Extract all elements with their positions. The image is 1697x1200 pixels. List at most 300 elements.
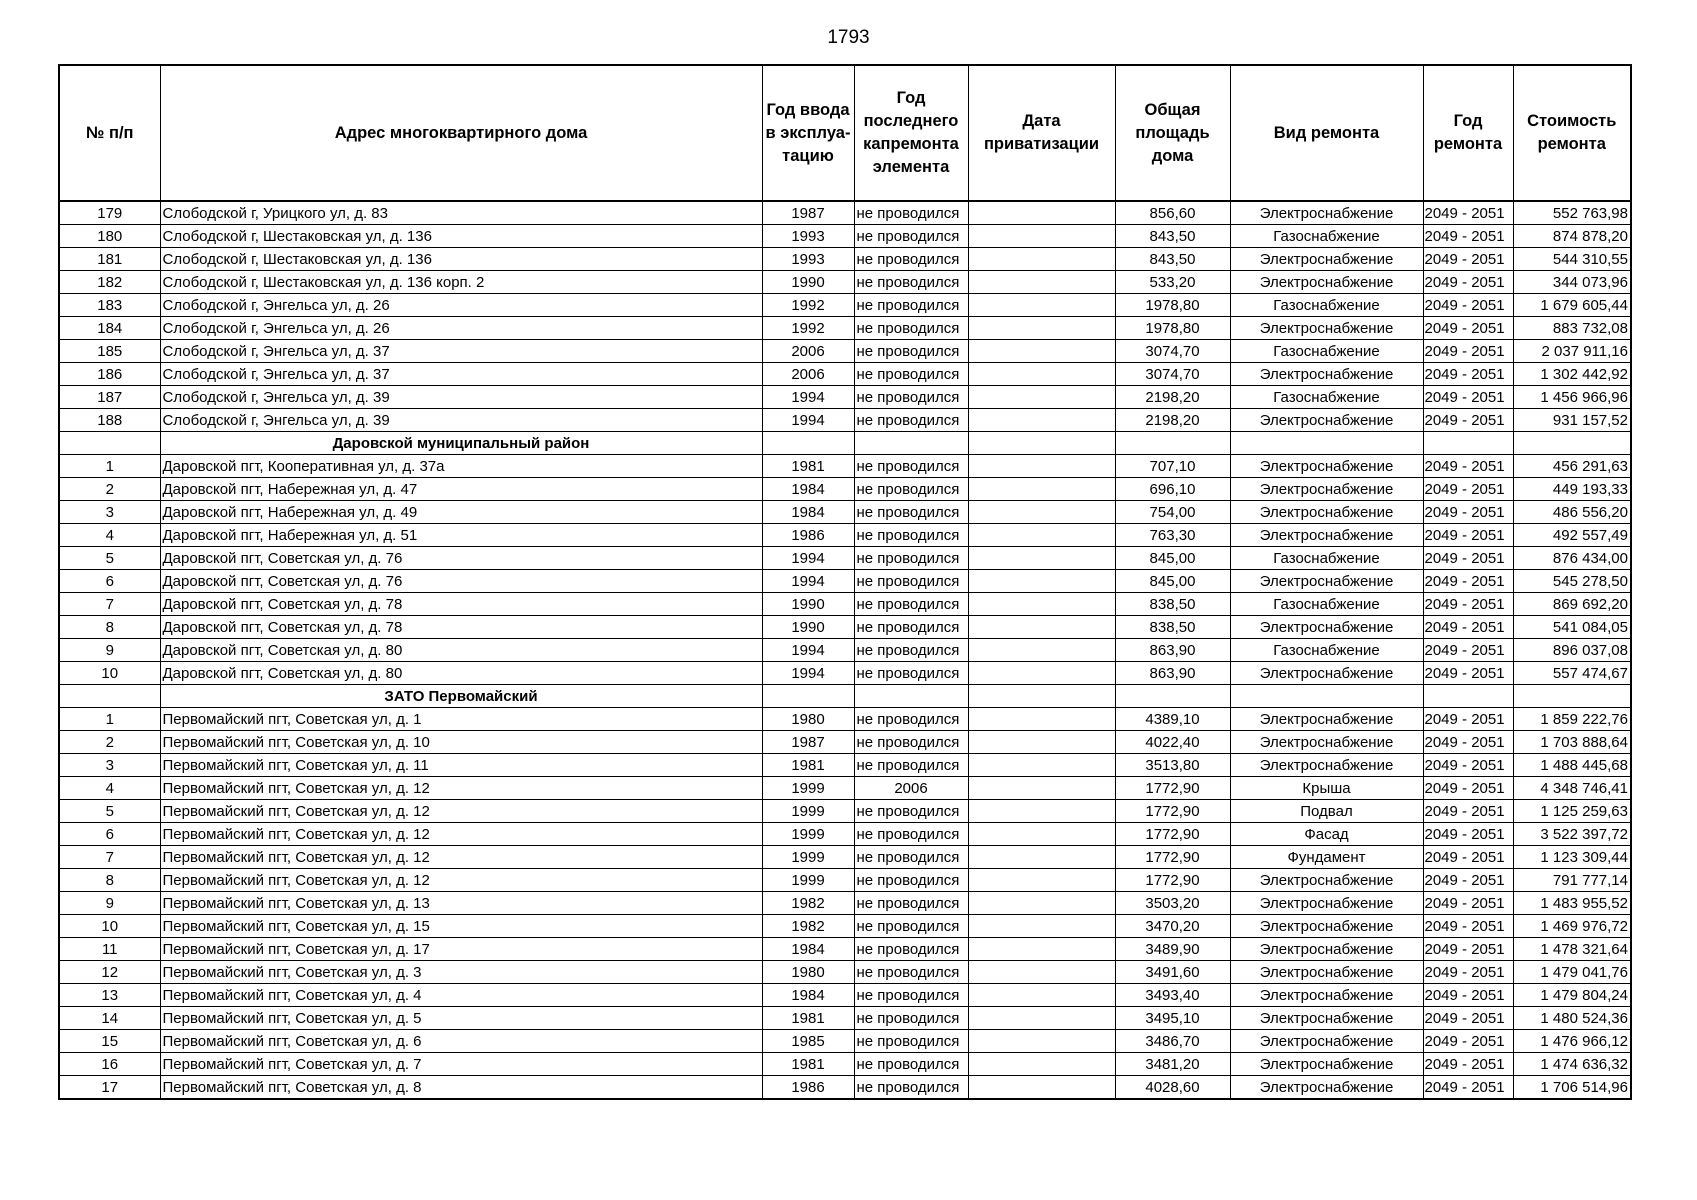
header-num: № п/п	[59, 65, 160, 201]
cell-address: Первомайский пгт, Советская ул, д. 8	[160, 1076, 762, 1100]
cell-privatization	[968, 685, 1115, 708]
cell-address: Даровской пгт, Советская ул, д. 76	[160, 547, 762, 570]
cell-repair-year: 2049 - 2051	[1423, 225, 1513, 248]
cell-num: 4	[59, 524, 160, 547]
cell-cost: 1 679 605,44	[1513, 294, 1631, 317]
cell-address: Первомайский пгт, Советская ул, д. 6	[160, 1030, 762, 1053]
cell-address: Слободской г, Энгельса ул, д. 26	[160, 294, 762, 317]
cell-repair-year: 2049 - 2051	[1423, 478, 1513, 501]
cell-privatization	[968, 248, 1115, 271]
table-row	[59, 363, 1631, 386]
cell-repair-type: Электроснабжение	[1230, 731, 1423, 754]
cell-num: 5	[59, 800, 160, 823]
cell-year: 2006	[762, 340, 854, 363]
cell-cost: 1 859 222,76	[1513, 708, 1631, 731]
header-address: Адрес многоквартирного дома	[160, 65, 762, 201]
cell-num: 3	[59, 501, 160, 524]
table-row	[59, 524, 1631, 547]
cell-year: 1994	[762, 386, 854, 409]
cell-cost: 1 703 888,64	[1513, 731, 1631, 754]
cell-address: Слободской г, Шестаковская ул, д. 136	[160, 248, 762, 271]
cell-repair-type: Электроснабжение	[1230, 271, 1423, 294]
cell-num: 10	[59, 662, 160, 685]
cell-repair-type: Газоснабжение	[1230, 547, 1423, 570]
cell-num: 6	[59, 823, 160, 846]
cell-last-repair: не проводился	[854, 340, 968, 363]
cell-last-repair: не проводился	[854, 800, 968, 823]
cell-privatization	[968, 317, 1115, 340]
cell-repair-type	[1230, 685, 1423, 708]
table-row	[59, 1007, 1631, 1030]
cell-last-repair: не проводился	[854, 455, 968, 478]
cell-num: 183	[59, 294, 160, 317]
cell-area: 863,90	[1115, 639, 1230, 662]
cell-address: Даровской пгт, Набережная ул, д. 51	[160, 524, 762, 547]
cell-area: 3513,80	[1115, 754, 1230, 777]
cell-repair-type: Электроснабжение	[1230, 984, 1423, 1007]
cell-area: 2198,20	[1115, 409, 1230, 432]
cell-repair-year: 2049 - 2051	[1423, 501, 1513, 524]
cell-area: 1978,80	[1115, 294, 1230, 317]
cell-last-repair: не проводился	[854, 708, 968, 731]
cell-repair-type: Электроснабжение	[1230, 1053, 1423, 1076]
cell-address: Первомайский пгт, Советская ул, д. 10	[160, 731, 762, 754]
cell-area: 3503,20	[1115, 892, 1230, 915]
cell-last-repair: не проводился	[854, 731, 968, 754]
cell-num: 13	[59, 984, 160, 1007]
cell-area: 3493,40	[1115, 984, 1230, 1007]
cell-address: Слободской г, Энгельса ул, д. 39	[160, 386, 762, 409]
table-row	[59, 1053, 1631, 1076]
cell-privatization	[968, 823, 1115, 846]
cell-num: 17	[59, 1076, 160, 1100]
cell-address: Первомайский пгт, Советская ул, д. 7	[160, 1053, 762, 1076]
cell-repair-year: 2049 - 2051	[1423, 317, 1513, 340]
cell-address: Первомайский пгт, Советская ул, д. 3	[160, 961, 762, 984]
cell-repair-year: 2049 - 2051	[1423, 616, 1513, 639]
cell-num: 7	[59, 846, 160, 869]
cell-year: 1984	[762, 478, 854, 501]
cell-repair-type: Электроснабжение	[1230, 938, 1423, 961]
cell-repair-type: Электроснабжение	[1230, 317, 1423, 340]
cell-area: 3481,20	[1115, 1053, 1230, 1076]
cell-num: 3	[59, 754, 160, 777]
cell-address: Первомайский пгт, Советская ул, д. 13	[160, 892, 762, 915]
cell-area: 696,10	[1115, 478, 1230, 501]
cell-repair-year: 2049 - 2051	[1423, 961, 1513, 984]
cell-address: Даровской пгт, Набережная ул, д. 47	[160, 478, 762, 501]
cell-address: Первомайский пгт, Советская ул, д. 11	[160, 754, 762, 777]
cell-area: 856,60	[1115, 201, 1230, 225]
cell-year: 1994	[762, 662, 854, 685]
header-last-repair: Год последнего капремонта элемента	[854, 65, 968, 201]
cell-privatization	[968, 777, 1115, 800]
cell-repair-type: Электроснабжение	[1230, 616, 1423, 639]
cell-privatization	[968, 961, 1115, 984]
cell-cost: 456 291,63	[1513, 455, 1631, 478]
cell-address: Даровской пгт, Советская ул, д. 80	[160, 639, 762, 662]
header-area: Общая площадь дома	[1115, 65, 1230, 201]
cell-privatization	[968, 455, 1115, 478]
cell-privatization	[968, 938, 1115, 961]
table-row	[59, 892, 1631, 915]
cell-year: 1993	[762, 225, 854, 248]
cell-privatization	[968, 892, 1115, 915]
cell-cost: 544 310,55	[1513, 248, 1631, 271]
cell-area: 845,00	[1115, 547, 1230, 570]
cell-year: 1994	[762, 639, 854, 662]
cell-year: 2006	[762, 363, 854, 386]
header-privatization: Дата приватизации	[968, 65, 1115, 201]
cell-privatization	[968, 478, 1115, 501]
cell-address: Слободской г, Шестаковская ул, д. 136 корп. 2	[160, 271, 762, 294]
cell-address: Даровской пгт, Советская ул, д. 76	[160, 570, 762, 593]
cell-year: 1999	[762, 800, 854, 823]
cell-cost	[1513, 432, 1631, 455]
cell-year: 1986	[762, 524, 854, 547]
cell-year: 1982	[762, 915, 854, 938]
cell-cost: 1 479 041,76	[1513, 961, 1631, 984]
cell-year: 1994	[762, 570, 854, 593]
cell-last-repair: не проводился	[854, 662, 968, 685]
cell-repair-year	[1423, 432, 1513, 455]
table-header-row	[59, 65, 1631, 201]
table-body	[59, 201, 1631, 1099]
cell-address: Первомайский пгт, Советская ул, д. 12	[160, 823, 762, 846]
cell-area: 4028,60	[1115, 1076, 1230, 1100]
cell-repair-year: 2049 - 2051	[1423, 1007, 1513, 1030]
cell-area: 838,50	[1115, 616, 1230, 639]
cell-repair-type: Электроснабжение	[1230, 201, 1423, 225]
cell-privatization	[968, 915, 1115, 938]
cell-year: 1987	[762, 731, 854, 754]
table-row	[59, 547, 1631, 570]
table-row	[59, 478, 1631, 501]
cell-last-repair: не проводился	[854, 225, 968, 248]
cell-privatization	[968, 846, 1115, 869]
cell-cost: 492 557,49	[1513, 524, 1631, 547]
cell-num: 187	[59, 386, 160, 409]
table-row	[59, 317, 1631, 340]
cell-privatization	[968, 340, 1115, 363]
cell-repair-year: 2049 - 2051	[1423, 938, 1513, 961]
cell-privatization	[968, 1030, 1115, 1053]
cell-privatization	[968, 294, 1115, 317]
cell-num: 8	[59, 869, 160, 892]
cell-address: Слободской г, Энгельса ул, д. 37	[160, 340, 762, 363]
cell-area: 1978,80	[1115, 317, 1230, 340]
cell-year: 1992	[762, 294, 854, 317]
table-row	[59, 938, 1631, 961]
cell-repair-year: 2049 - 2051	[1423, 708, 1513, 731]
cell-repair-type: Электроснабжение	[1230, 869, 1423, 892]
cell-repair-year: 2049 - 2051	[1423, 363, 1513, 386]
cell-repair-type: Электроснабжение	[1230, 478, 1423, 501]
cell-year: 1982	[762, 892, 854, 915]
cell-privatization	[968, 984, 1115, 1007]
cell-privatization	[968, 409, 1115, 432]
cell-cost: 557 474,67	[1513, 662, 1631, 685]
cell-address: Даровской пгт, Советская ул, д. 78	[160, 616, 762, 639]
table-row	[59, 823, 1631, 846]
cell-area: 863,90	[1115, 662, 1230, 685]
cell-repair-year: 2049 - 2051	[1423, 846, 1513, 869]
header-year-built: Год ввода в эксплуа-тацию	[762, 65, 854, 201]
cell-area: 1772,90	[1115, 869, 1230, 892]
cell-cost: 869 692,20	[1513, 593, 1631, 616]
cell-year: 1999	[762, 869, 854, 892]
cell-cost: 3 522 397,72	[1513, 823, 1631, 846]
section-row	[59, 685, 1631, 708]
table-row	[59, 846, 1631, 869]
cell-last-repair: не проводился	[854, 869, 968, 892]
cell-cost: 1 706 514,96	[1513, 1076, 1631, 1100]
cell-repair-year: 2049 - 2051	[1423, 639, 1513, 662]
cell-privatization	[968, 1076, 1115, 1100]
cell-num: 188	[59, 409, 160, 432]
cell-privatization	[968, 201, 1115, 225]
cell-last-repair: не проводился	[854, 547, 968, 570]
cell-cost: 541 084,05	[1513, 616, 1631, 639]
cell-area: 3074,70	[1115, 363, 1230, 386]
cell-cost: 1 476 966,12	[1513, 1030, 1631, 1053]
cell-num: 16	[59, 1053, 160, 1076]
cell-last-repair: не проводился	[854, 524, 968, 547]
cell-year: 1987	[762, 201, 854, 225]
cell-year: 1990	[762, 593, 854, 616]
cell-num	[59, 685, 160, 708]
cell-area: 843,50	[1115, 225, 1230, 248]
cell-area: 4389,10	[1115, 708, 1230, 731]
cell-repair-year: 2049 - 2051	[1423, 409, 1513, 432]
cell-num: 1	[59, 455, 160, 478]
cell-repair-year: 2049 - 2051	[1423, 386, 1513, 409]
cell-cost: 931 157,52	[1513, 409, 1631, 432]
table-row	[59, 201, 1631, 225]
cell-num: 184	[59, 317, 160, 340]
cell-cost: 1 474 636,32	[1513, 1053, 1631, 1076]
cell-privatization	[968, 754, 1115, 777]
cell-privatization	[968, 547, 1115, 570]
table-row	[59, 754, 1631, 777]
cell-repair-type: Газоснабжение	[1230, 386, 1423, 409]
cell-cost: 1 488 445,68	[1513, 754, 1631, 777]
cell-address: Первомайский пгт, Советская ул, д. 5	[160, 1007, 762, 1030]
cell-area	[1115, 685, 1230, 708]
cell-year: 1990	[762, 271, 854, 294]
cell-repair-year: 2049 - 2051	[1423, 869, 1513, 892]
cell-repair-year: 2049 - 2051	[1423, 892, 1513, 915]
cell-repair-year: 2049 - 2051	[1423, 1030, 1513, 1053]
cell-repair-year: 2049 - 2051	[1423, 662, 1513, 685]
cell-privatization	[968, 225, 1115, 248]
cell-repair-type: Фасад	[1230, 823, 1423, 846]
cell-cost: 545 278,50	[1513, 570, 1631, 593]
cell-num: 181	[59, 248, 160, 271]
cell-area: 1772,90	[1115, 823, 1230, 846]
cell-num: 10	[59, 915, 160, 938]
cell-num: 4	[59, 777, 160, 800]
cell-privatization	[968, 869, 1115, 892]
cell-privatization	[968, 524, 1115, 547]
cell-repair-type: Электроснабжение	[1230, 915, 1423, 938]
cell-area: 3489,90	[1115, 938, 1230, 961]
cell-num: 11	[59, 938, 160, 961]
cell-privatization	[968, 1007, 1115, 1030]
cell-cost: 1 125 259,63	[1513, 800, 1631, 823]
cell-repair-year: 2049 - 2051	[1423, 1053, 1513, 1076]
cell-repair-year: 2049 - 2051	[1423, 800, 1513, 823]
cell-cost: 1 478 321,64	[1513, 938, 1631, 961]
cell-cost: 344 073,96	[1513, 271, 1631, 294]
cell-last-repair: не проводился	[854, 1007, 968, 1030]
table-row	[59, 570, 1631, 593]
cell-repair-year	[1423, 685, 1513, 708]
section-title: ЗАТО Первомайский	[160, 685, 762, 708]
cell-area: 3491,60	[1115, 961, 1230, 984]
cell-privatization	[968, 386, 1115, 409]
cell-year: 1980	[762, 961, 854, 984]
table-row	[59, 271, 1631, 294]
cell-year: 1984	[762, 501, 854, 524]
cell-privatization	[968, 708, 1115, 731]
cell-last-repair: не проводился	[854, 892, 968, 915]
cell-repair-year: 2049 - 2051	[1423, 754, 1513, 777]
cell-privatization	[968, 501, 1115, 524]
cell-repair-type: Электроснабжение	[1230, 363, 1423, 386]
cell-repair-type: Газоснабжение	[1230, 294, 1423, 317]
cell-repair-year: 2049 - 2051	[1423, 547, 1513, 570]
cell-last-repair: не проводился	[854, 938, 968, 961]
cell-last-repair	[854, 432, 968, 455]
table-row	[59, 708, 1631, 731]
cell-repair-type: Электроснабжение	[1230, 455, 1423, 478]
cell-area: 838,50	[1115, 593, 1230, 616]
cell-num: 1	[59, 708, 160, 731]
cell-privatization	[968, 616, 1115, 639]
cell-repair-year: 2049 - 2051	[1423, 294, 1513, 317]
table-row	[59, 593, 1631, 616]
cell-cost: 1 302 442,92	[1513, 363, 1631, 386]
cell-privatization	[968, 570, 1115, 593]
cell-year: 1994	[762, 409, 854, 432]
cell-repair-type: Электроснабжение	[1230, 662, 1423, 685]
cell-year: 1981	[762, 754, 854, 777]
cell-year: 1980	[762, 708, 854, 731]
cell-repair-year: 2049 - 2051	[1423, 570, 1513, 593]
table-row	[59, 409, 1631, 432]
cell-last-repair: не проводился	[854, 570, 968, 593]
cell-area: 3495,10	[1115, 1007, 1230, 1030]
cell-repair-type: Газоснабжение	[1230, 225, 1423, 248]
table-row	[59, 455, 1631, 478]
cell-last-repair: не проводился	[854, 1030, 968, 1053]
section-row	[59, 432, 1631, 455]
cell-cost: 486 556,20	[1513, 501, 1631, 524]
cell-area: 1772,90	[1115, 846, 1230, 869]
cell-area: 2198,20	[1115, 386, 1230, 409]
cell-cost: 1 456 966,96	[1513, 386, 1631, 409]
cell-address: Слободской г, Энгельса ул, д. 37	[160, 363, 762, 386]
cell-area: 1772,90	[1115, 777, 1230, 800]
cell-repair-type: Фундамент	[1230, 846, 1423, 869]
cell-privatization	[968, 800, 1115, 823]
cell-privatization	[968, 662, 1115, 685]
cell-last-repair: не проводился	[854, 478, 968, 501]
cell-year	[762, 685, 854, 708]
cell-repair-type: Электроснабжение	[1230, 570, 1423, 593]
cell-last-repair: не проводился	[854, 386, 968, 409]
cell-num: 2	[59, 731, 160, 754]
cell-year: 1985	[762, 1030, 854, 1053]
cell-address: Первомайский пгт, Советская ул, д. 12	[160, 800, 762, 823]
cell-last-repair: не проводился	[854, 823, 968, 846]
header-repair-type: Вид ремонта	[1230, 65, 1423, 201]
cell-last-repair	[854, 685, 968, 708]
table-row	[59, 777, 1631, 800]
cell-num: 5	[59, 547, 160, 570]
cell-cost: 1 483 955,52	[1513, 892, 1631, 915]
table-row	[59, 340, 1631, 363]
cell-cost: 876 434,00	[1513, 547, 1631, 570]
cell-area: 3074,70	[1115, 340, 1230, 363]
cell-last-repair: не проводился	[854, 639, 968, 662]
header-repair-year: Год ремонта	[1423, 65, 1513, 201]
table-row	[59, 961, 1631, 984]
cell-last-repair: не проводился	[854, 754, 968, 777]
table-row	[59, 800, 1631, 823]
table-row	[59, 386, 1631, 409]
cell-repair-type: Электроснабжение	[1230, 1076, 1423, 1100]
cell-privatization	[968, 271, 1115, 294]
cell-num: 182	[59, 271, 160, 294]
cell-last-repair: не проводился	[854, 501, 968, 524]
cell-address: Даровской пгт, Советская ул, д. 80	[160, 662, 762, 685]
cell-num: 185	[59, 340, 160, 363]
cell-last-repair: не проводился	[854, 201, 968, 225]
cell-last-repair: не проводился	[854, 294, 968, 317]
cell-num: 7	[59, 593, 160, 616]
cell-repair-year: 2049 - 2051	[1423, 823, 1513, 846]
cell-repair-type: Электроснабжение	[1230, 501, 1423, 524]
cell-num: 9	[59, 639, 160, 662]
cell-address: Слободской г, Энгельса ул, д. 26	[160, 317, 762, 340]
cell-repair-year: 2049 - 2051	[1423, 1076, 1513, 1100]
cell-address: Слободской г, Энгельса ул, д. 39	[160, 409, 762, 432]
cell-last-repair: 2006	[854, 777, 968, 800]
cell-area: 843,50	[1115, 248, 1230, 271]
page-number: 1793	[827, 27, 870, 48]
cell-repair-type: Электроснабжение	[1230, 892, 1423, 915]
cell-repair-year: 2049 - 2051	[1423, 524, 1513, 547]
cell-repair-year: 2049 - 2051	[1423, 731, 1513, 754]
cell-cost: 1 479 804,24	[1513, 984, 1631, 1007]
section-title: Даровской муниципальный район	[160, 432, 762, 455]
cell-year: 1984	[762, 938, 854, 961]
cell-num: 186	[59, 363, 160, 386]
cell-area: 3486,70	[1115, 1030, 1230, 1053]
cell-cost: 896 037,08	[1513, 639, 1631, 662]
cell-last-repair: не проводился	[854, 1076, 968, 1100]
cell-area: 1772,90	[1115, 800, 1230, 823]
cell-cost: 1 469 976,72	[1513, 915, 1631, 938]
cell-year: 1984	[762, 984, 854, 1007]
table-row	[59, 984, 1631, 1007]
cell-num: 6	[59, 570, 160, 593]
table-row	[59, 662, 1631, 685]
cell-last-repair: не проводился	[854, 248, 968, 271]
cell-cost: 449 193,33	[1513, 478, 1631, 501]
